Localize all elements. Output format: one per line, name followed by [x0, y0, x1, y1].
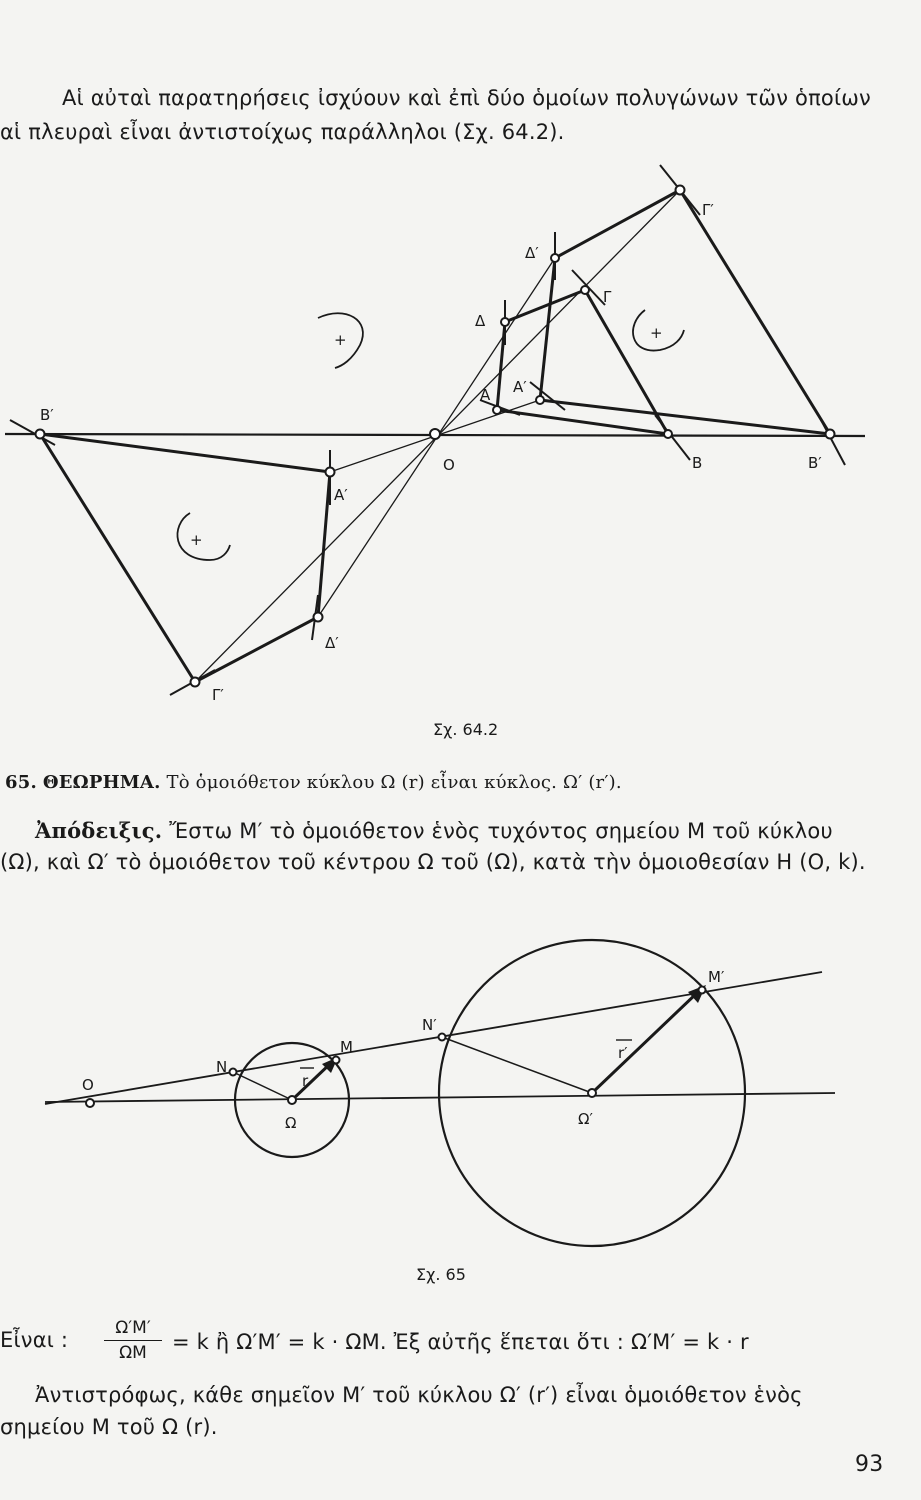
intro-line-2: αἱ πλευραὶ εἶναι ἀντιστοίχως παράλληλοι (Σχ. 64.2).: [0, 120, 565, 144]
proof-heading: Ἀπόδειξις.: [35, 818, 163, 843]
equation-prefix: Εἶναι :: [0, 1328, 69, 1352]
label-A-prime-lower: A′: [334, 486, 348, 504]
label-M: M: [340, 1038, 353, 1056]
figure-64-2: [0, 0, 921, 740]
equation-fraction: [104, 1318, 162, 1363]
label-Gamma: Γ: [603, 288, 612, 306]
label-A: A: [480, 386, 491, 404]
label-Delta-prime-upper: Δ′: [525, 244, 539, 262]
fraction-denominator: ΩΜ: [119, 1343, 147, 1363]
label-Omega: Ω: [285, 1114, 297, 1132]
label-Delta: Δ: [475, 312, 486, 330]
fraction-numerator: Ω′Μ′: [115, 1318, 151, 1338]
fraction-bar: [104, 1340, 162, 1341]
label-B-prime-right: B′: [808, 454, 822, 472]
label-M-prime: M′: [708, 968, 725, 986]
proof-line-1: [35, 818, 833, 843]
theorem-line: [5, 772, 622, 793]
label-B: B: [692, 454, 703, 472]
label-O: O: [443, 456, 455, 474]
theorem-statement: Τὸ ὁμοιόθετον κύκλου Ω (r) εἶναι κύκλος. Ω′ (r′).: [166, 772, 622, 793]
label-Gamma-prime-upper: Γ′: [702, 201, 714, 219]
equation-rest: = k ἢ Ω′Μ′ = k · ΩΜ. Ἐξ αὐτῆς ἕπεται ὅτι : Ω′Μ′ = k · r: [172, 1330, 749, 1354]
rotation-sign-right: +: [650, 324, 663, 342]
label-N-prime: N′: [422, 1016, 437, 1034]
intro-line-1: Αἱ αὐταὶ παρατηρήσεις ἰσχύουν καὶ ἐπὶ δύο ὁμοίων πολυγώνων τῶν ὁποίων: [62, 86, 871, 110]
rotation-sign-upper-left: +: [334, 331, 347, 349]
proof-line-2: (Ω), καὶ Ω′ τὸ ὁμοιόθετον τοῦ κέντρου Ω τοῦ (Ω), κατὰ τὴν ὁμοιοθεσίαν Η (Ο, k).: [0, 850, 866, 874]
page-number: 93: [855, 1452, 884, 1477]
label-A-prime-upper: A′: [513, 378, 527, 396]
label-Omega-prime: Ω′: [578, 1110, 593, 1128]
converse-line-1: Ἀντιστρόφως, κάθε σημεῖον Μ′ τοῦ κύκλου Ω′ (r′) εἶναι ὁμοιόθετον ἑνὸς: [35, 1383, 803, 1407]
theorem-number: 65.: [5, 772, 37, 793]
rotation-sign-lower-left: +: [190, 531, 203, 549]
figure-64-2-caption: Σχ. 64.2: [433, 720, 499, 739]
label-B-prime-left: B′: [40, 406, 54, 424]
converse-line-2: σημείου Μ τοῦ Ω (r).: [0, 1415, 218, 1439]
label-Gamma-prime-lower: Γ′: [212, 686, 224, 704]
label-Delta-prime-lower: Δ′: [325, 634, 339, 652]
proof-text-1: Ἔστω Μ′ τὸ ὁμοιόθετον ἑνὸς τυχόντος σημείου Μ τοῦ κύκλου: [169, 819, 833, 843]
label-r-prime: r′: [618, 1044, 628, 1062]
figure-65-caption: Σχ. 65: [416, 1265, 466, 1284]
theorem-title: ΘΕΩΡΗΜΑ.: [42, 772, 161, 793]
label-N: N: [216, 1058, 228, 1076]
label-r: r: [302, 1072, 309, 1090]
label-O-65: O: [82, 1076, 94, 1094]
